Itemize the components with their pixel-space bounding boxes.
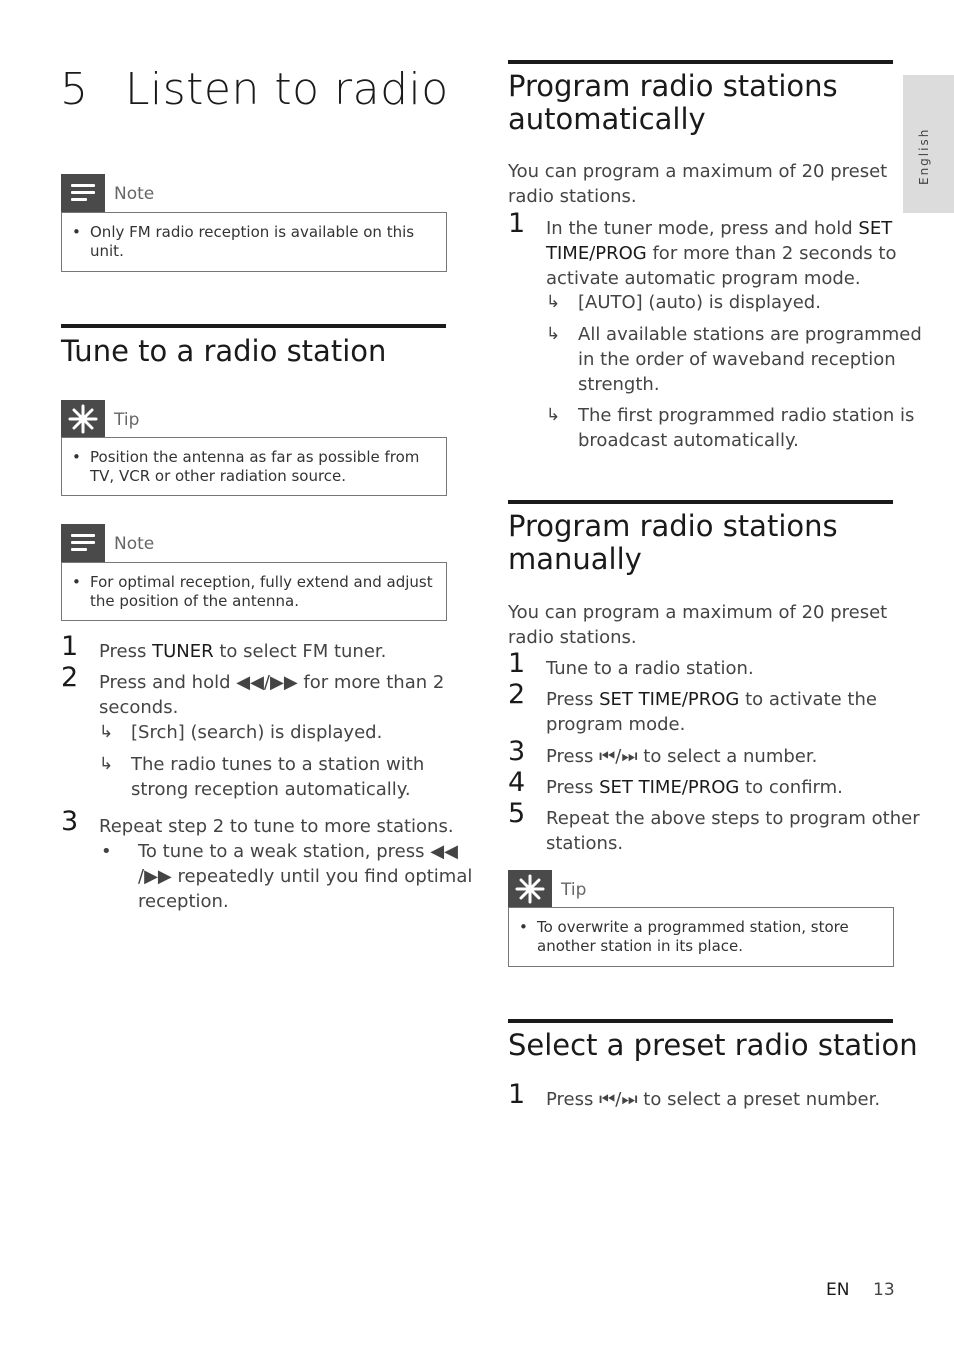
note-header <box>61 174 447 212</box>
result-text: The radio tunes to a station with <box>131 754 425 775</box>
step-text: Press ⏮/⏭ to select a preset number. <box>546 1089 881 1110</box>
result-text: [AUTO] (auto) is displayed. <box>578 292 821 313</box>
step-number: 2 <box>508 679 526 710</box>
section-title-auto: Program radio stations automatically <box>508 69 838 136</box>
note-icon <box>61 174 105 212</box>
step-number: 4 <box>508 767 526 798</box>
step-text: program mode. <box>546 714 686 735</box>
language-tab <box>903 75 954 213</box>
result-text: strong reception automatically. <box>131 779 411 800</box>
result-text: strength. <box>578 374 660 395</box>
result-text: broadcast automatically. <box>578 430 799 451</box>
bullet-icon: • <box>519 918 528 936</box>
section-rule <box>508 60 893 64</box>
chapter-title: Listen to radio <box>125 64 449 115</box>
section-title-manual: Program radio stations manually <box>508 509 838 576</box>
sub-bullet-text: /▶▶ repeatedly until you find optimal <box>138 866 473 887</box>
step-number: 1 <box>508 648 526 679</box>
section-rule <box>61 324 446 328</box>
step-text: In the tuner mode, press and hold SET <box>546 218 893 239</box>
language-tab-label: English <box>917 127 931 185</box>
section-rule <box>508 1019 893 1023</box>
step-text: Press and hold ◀◀/▶▶ for more than 2 <box>99 672 445 693</box>
section-intro: You can program a maximum of 20 preset radio stations. <box>508 602 888 648</box>
step-text: TIME/PROG for more than 2 seconds to <box>546 243 897 264</box>
result-arrow-icon: ↳ <box>546 405 561 425</box>
step-text: Press SET TIME/PROG to activate the <box>546 689 877 710</box>
result-arrow-icon: ↳ <box>546 324 561 344</box>
step-text: Press ⏮/⏭ to select a number. <box>546 746 818 767</box>
result-text: The first programmed radio station is <box>578 405 915 426</box>
tip-box <box>508 907 894 967</box>
tip-label: Tip <box>561 880 587 900</box>
step-text: activate automatic program mode. <box>546 268 861 289</box>
chapter-number: 5 <box>60 64 89 115</box>
step-text: Press SET TIME/PROG to confirm. <box>546 777 843 798</box>
footer-language: EN <box>826 1280 850 1300</box>
note-label: Note <box>114 184 155 204</box>
step-number: 1 <box>508 208 526 239</box>
tip-icon <box>508 870 552 908</box>
result-text: [Srch] (search) is displayed. <box>131 722 383 743</box>
step-text: seconds. <box>99 697 179 718</box>
page-number: 13 <box>873 1280 895 1300</box>
note-header <box>61 524 447 562</box>
step-number: 5 <box>508 798 526 829</box>
note-icon <box>61 524 105 562</box>
note-text: For optimal reception, fully extend and adjust the position of the antenna. <box>90 573 433 610</box>
tip-icon <box>61 400 105 438</box>
note-text: Only FM radio reception is available on this unit. <box>90 223 415 260</box>
step-number: 2 <box>61 662 79 693</box>
bullet-icon: • <box>101 841 112 862</box>
result-text: All available stations are programmed <box>578 324 922 345</box>
step-number: 3 <box>508 736 526 767</box>
note-label: Note <box>114 534 155 554</box>
step-text: Tune to a radio station. <box>546 658 754 679</box>
tip-label: Tip <box>114 410 140 430</box>
result-arrow-icon: ↳ <box>546 292 561 312</box>
bullet-icon: • <box>72 448 81 466</box>
section-rule <box>508 500 893 504</box>
note-box <box>61 212 447 272</box>
result-text: in the order of waveband reception <box>578 349 896 370</box>
result-arrow-icon: ↳ <box>99 754 114 774</box>
step-text: Repeat step 2 to tune to more stations. <box>99 816 454 837</box>
sub-bullet-text: To tune to a weak station, press ◀◀ <box>138 841 458 862</box>
tip-header <box>61 400 447 438</box>
step-text: stations. <box>546 833 624 854</box>
bullet-icon: • <box>72 223 81 241</box>
section-title-preset: Select a preset radio station <box>508 1028 918 1062</box>
step-text: Press TUNER to select FM tuner. <box>99 641 387 662</box>
sub-bullet-text: reception. <box>138 891 229 912</box>
bullet-icon: • <box>72 573 81 591</box>
note-box <box>61 562 447 621</box>
step-number: 1 <box>61 631 79 662</box>
tip-text: To overwrite a programmed station, store another station in its place. <box>537 918 849 955</box>
step-text: Repeat the above steps to program other <box>546 808 920 829</box>
step-number: 3 <box>61 806 79 837</box>
result-arrow-icon: ↳ <box>99 722 114 742</box>
tip-box <box>61 437 447 496</box>
step-number: 1 <box>508 1079 526 1110</box>
section-intro: You can program a maximum of 20 preset radio stations. <box>508 161 888 207</box>
tip-text: Position the antenna as far as possible from TV, VCR or other radiation source. <box>90 448 420 485</box>
section-title-tune: Tune to a radio station <box>61 334 387 368</box>
tip-header <box>508 870 894 908</box>
